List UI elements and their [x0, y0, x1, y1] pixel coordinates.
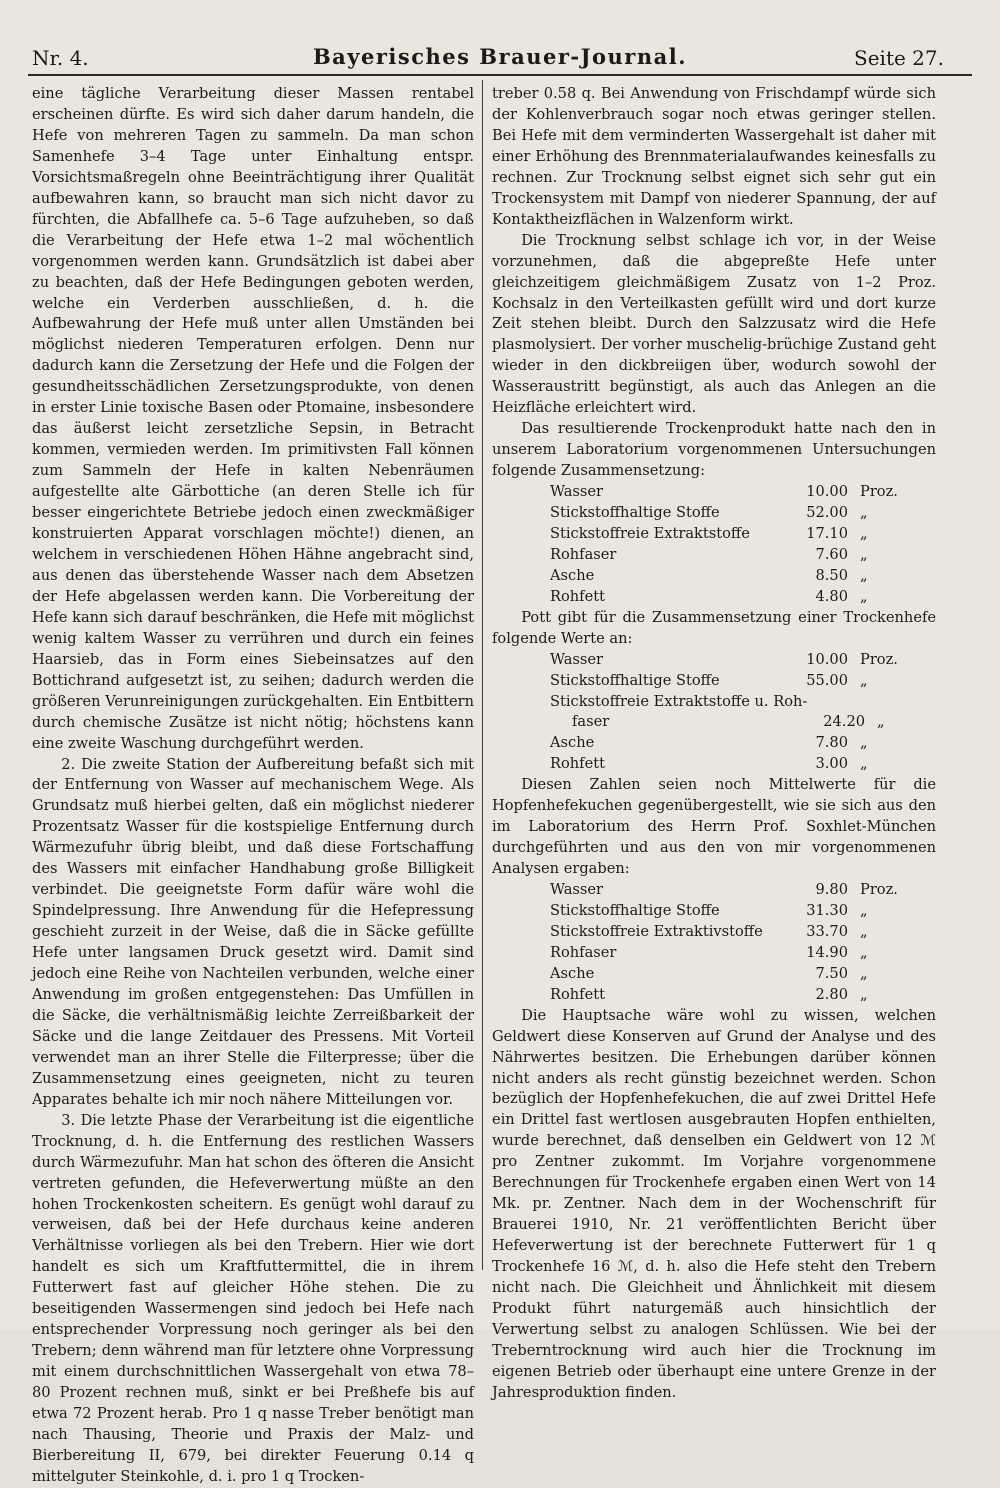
- component-label: Rohfaser: [550, 545, 617, 563]
- component-unit: „: [860, 985, 868, 1003]
- component-value: 52.00: [806, 504, 848, 522]
- left-column: [32, 84, 474, 1488]
- table-row: [492, 566, 936, 587]
- component-label: Wasser: [550, 881, 604, 899]
- component-value: 55.00: [806, 671, 848, 689]
- table-row: [492, 482, 936, 503]
- table-row: [492, 671, 936, 692]
- component-label: Stickstoffhaltige Stoffe: [550, 504, 720, 522]
- component-unit: „: [860, 734, 868, 752]
- issue-number: Nr. 4.: [32, 46, 89, 70]
- component-value: 2.80: [815, 985, 848, 1003]
- table-row: [492, 503, 936, 524]
- component-value: 17.10: [806, 524, 848, 542]
- component-unit: „: [860, 524, 868, 542]
- component-label: Rohfett: [550, 587, 605, 605]
- paragraph: Die Hauptsache wäre wohl zu wissen, welchen Geldwert diese Konserven auf Grund der Analyse und des Nährwertes besitzen. Die Erhebungen darüber können nicht anders als recht günstig bezeichnet werden. Schon bezüglich der Hopfenhefekuchen, die auf zwei Drittel Hefe ein Drittel fast wertlosen ausgebrauten Hopfen enthielten, wurde berechnet, daß denselben ein Geldwert von 12 ℳ pro Zentner zukommt. Im Vorjahre vorgenommene Berechnungen für Trockenhefe ergaben einen Wert von 14 Mk. pr. Zentner. Nach dem in der Wochenschrift für Brauerei 1910, Nr. 21 veröffentlichten Bericht über Hefeverwertung ist der berechnete Futterwert für 1 q Trockenhefe 16 ℳ, d. h. also die Hefe steht den Trebern nicht nach. Die Gleichheit und Ähnlichkeit mit diesem Produkt führt naturgemäß auch hinsichtlich der Verwertung selbst zu analogen Schlüssen. Wie bei der Treberntrocknung wird auch hier die Trocknung im eigenen Betrieb oder überhaupt eine untere Grenze in der Jahresproduktion finden.: [492, 1006, 936, 1401]
- page-header: [28, 44, 972, 76]
- column-divider: [482, 80, 483, 1270]
- component-unit: „: [877, 713, 885, 731]
- component-value: 7.60: [815, 545, 848, 563]
- paragraph: treber 0.58 q. Bei Anwendung von Frischdampf würde sich der Kohlenverbrauch sogar noch etwas geringer stellen. Bei Hefe mit dem verminderten Wassergehalt ist daher mit einer Erhöhung des Brennmaterialaufwandes keinesfalls zu rechnen. Zur Trocknung selbst eignet sich sehr gut ein Trockensystem mit Dampf von niederer Spannung, der auf Kontaktheizflächen in Walzenform wirkt.: [492, 85, 936, 228]
- component-value: [788, 692, 848, 713]
- table-row: [492, 880, 936, 901]
- paragraph: Das resultierende Trockenprodukt hatte nach den in unserem Laboratorium vorgenommenen Untersuchungen folgende Zusammensetzung:: [492, 420, 936, 480]
- component-label: Rohfett: [550, 755, 605, 773]
- component-value: 10.00: [806, 483, 848, 501]
- paragraph: eine tägliche Verarbeitung dieser Massen rentabel erscheinen dürfte. Es wird sich daher darum handeln, die Hefe von mehreren Tagen zu sammeln. Da man schon Samenhefe 3–4 Tage unter Einhaltung entspr. Vorsichtsmaßregeln ohne Beeinträchtigung ihrer Qualität aufbewahren kann, so braucht man sich nicht davor zu fürchten, die Abfallhefe ca. 5–6 Tage aufzuheben, so daß die Verarbeitung der Hefe etwa 1–2 mal wöchentlich vorgenommen werden kann. Grundsätzlich ist dabei aber zu beachten, daß der Hefe Bedingungen geboten werden, welche ein Verderben ausschließen, d. h. die Aufbewahrung der Hefe muß unter allen Umständen bei möglichst niederen Temperaturen erfolgen. Denn nur dadurch kann die Zersetzung der Hefe und die Folgen der gesundheitsschädlichen Zersetzungsprodukte, von denen in erster Linie toxische Basen oder Ptomaine, insbesondere das äußerst leicht zersetzliche Sepsin, in Betracht kommen, vermieden werden. Im primitivsten Fall können zum Sammeln der Hefe in kalten Nebenräumen aufgestellte alte Gärbottiche (an deren Stelle ich für besser eingerichtete Betriebe jedoch einen zweckmäßiger konstruierten Apparat vorschlagen möchte!) dienen, an welchem in verschiedenen Höhen Hähne angebracht sind, aus denen das überstehende Wasser nach dem Absetzen der Hefe abgelassen werden kann. Die Vorbereitung der Hefe kann sich darauf beschränken, die Hefe mit möglichst wenig kaltem Wasser zu verrühren und durch ein feines Haarsieb, das in Form eines Siebeinsatzes auf den Bottichrand aufgesetzt ist, zu seihen; dadurch werden die größeren Verunreinigungen zurückgehalten. Ein Entbittern durch chemische Zusätze ist nicht nötig; höchstens kann eine zweite Waschung durchgeführt werden.: [32, 85, 474, 752]
- component-value: 9.80: [815, 881, 848, 899]
- component-value: 31.30: [806, 901, 848, 919]
- table-row: [492, 985, 936, 1006]
- component-unit: „: [860, 755, 868, 773]
- component-unit: „: [860, 566, 868, 584]
- composition-table-1: [492, 482, 936, 608]
- paragraph: 3. Die letzte Phase der Verarbeitung ist die eigentliche Trocknung, d. h. die Entfernung des restlichen Wassers durch Wärmezufuhr. Man hat schon des öfteren die Ansicht vertreten gefunden, die Hefeverwertung müßte an den hohen Trockenkosten scheitern. Es genügt wohl darauf zu verweisen, daß bei der Hefe durchaus keine anderen Verhältnisse vorliegen als bei den Trebern. Hier wie dort handelt es sich um Kraftfuttermittel, die in ihrem Futterwert fast auf gleicher Höhe stehen. Die zu beseitigenden Wassermengen sind jedoch bei Hefe nach entsprechender Vorpressung noch geringer als bei den Trebern; denn während man für letztere ohne Vorpressung mit einem durchschnittlichen Wassergehalt von etwa 78–80 Prozent rechnen muß, sinkt er bei Preßhefe bis auf etwa 72 Prozent herab. Pro 1 q nasse Treber benötigt man nach Thausing, Theorie und Praxis der Malz- und Bierbereitung II, 679, bei direkter Feuerung 0.14 q mittelguter Steinkohle, d. i. pro 1 q Trocken-: [32, 1111, 474, 1485]
- table-row: [492, 964, 936, 985]
- component-unit: Proz.: [860, 483, 898, 501]
- composition-table-3: [492, 880, 936, 1006]
- component-unit: Proz.: [860, 650, 898, 668]
- component-label: Stickstoffreie Extraktstoffe: [550, 524, 750, 542]
- component-label: Asche: [550, 566, 595, 584]
- component-unit: „: [860, 545, 868, 563]
- component-value: 7.50: [815, 964, 848, 982]
- component-label: faser: [572, 713, 610, 731]
- paragraph: Diesen Zahlen seien noch Mittelwerte für die Hopfenhefekuchen gegenübergestellt, wie sie sich aus den im Laboratorium des Herrn Prof. Soxhlet-München durchgeführten und aus den von mir vorgenommenen Analysen ergaben:: [492, 776, 936, 878]
- component-unit: „: [860, 901, 868, 919]
- component-value: 10.00: [806, 650, 848, 668]
- component-label: Wasser: [550, 483, 604, 501]
- component-unit: „: [860, 671, 868, 689]
- table-row: [492, 943, 936, 964]
- right-column: [492, 84, 936, 1404]
- component-label: Wasser: [550, 650, 604, 668]
- component-unit: Proz.: [860, 881, 898, 899]
- paragraph: Pott gibt für die Zusammensetzung einer Trockenhefe folgende Werte an:: [492, 608, 936, 647]
- component-label: Asche: [550, 964, 595, 982]
- table-row: [492, 901, 936, 922]
- table-row: [492, 545, 936, 566]
- component-value: 8.50: [815, 566, 848, 584]
- component-label: Stickstoffhaltige Stoffe: [550, 671, 720, 689]
- component-label: Rohfett: [550, 985, 605, 1003]
- component-label: Asche: [550, 734, 595, 752]
- component-unit: „: [860, 504, 868, 522]
- component-unit: „: [860, 587, 868, 605]
- journal-title: Bayerisches Brauer-Journal.: [312, 44, 688, 69]
- table-row: [492, 922, 936, 943]
- component-label: Stickstoffreie Extraktstoffe u. Roh-: [550, 692, 808, 710]
- component-label: Stickstoffreie Extraktivstoffe: [550, 922, 763, 940]
- component-value: 7.80: [815, 734, 848, 752]
- paragraph: 2. Die zweite Station der Aufbereitung befaßt sich mit der Entfernung von Wasser auf mechanischem Wege. Als Grundsatz muß hierbei gelten, daß ein möglichst niederer Prozentsatz Wasser für die kostspielige Entfernung durch Wärmezufuhr übrig bleibt, und daß diese Fortschaffung des Wassers mit einfacher Handhabung große Billigkeit verbindet. Die geeignetste Form dafür wäre wohl die Spindelpressung. Ihre Anwendung für die Hefepressung geschieht zurzeit in der Weise, daß die in Säcke gefüllte Hefe unter langsamen Druck gesetzt wird. Damit sind jedoch eine Reihe von Nachteilen verbunden, welche einer Anwendung im großen entgegenstehen: Das Umfüllen in die Säcke, die verhältnismäßig leichte Zerreißbarkeit der Säcke und die lange Zeitdauer des Pressens. Mit Vorteil verwendet man an ihrer Stelle die Filterpresse; über die Zusammensetzung eines geeigneten, nicht zu teuren Apparates behalte ich mir noch nähere Mitteilungen vor.: [32, 755, 474, 1108]
- component-unit: „: [860, 964, 868, 982]
- component-unit: „: [860, 943, 868, 961]
- component-value: 3.00: [815, 755, 848, 773]
- component-label: Rohfaser: [550, 943, 617, 961]
- component-unit: [848, 692, 920, 713]
- table-row: [492, 733, 936, 754]
- table-row: [492, 650, 936, 671]
- component-value: 4.80: [815, 587, 848, 605]
- table-row: [492, 524, 936, 545]
- component-value: 24.20: [823, 713, 866, 731]
- composition-table-2: [492, 650, 936, 776]
- component-value: 14.90: [806, 943, 848, 961]
- paragraph: Die Trocknung selbst schlage ich vor, in der Weise vorzunehmen, daß die abgepreßte Hefe unter gleichzeitigem gleichmäßigem Zusatz von 1–2 Proz. Kochsalz in den Verteilkasten gefüllt wird und dort kurze Zeit stehen bleibt. Durch den Salzzusatz wird die Hefe plasmolysiert. Der vorher muschelig-brüchige Zustand geht wieder in den dickbreiigen über, wodurch sowohl der Wasseraustritt begünstigt, als auch das Anlegen an die Heizfläche erleichtert wird.: [492, 231, 936, 417]
- table-row: [492, 754, 936, 775]
- page-number: Seite 27.: [854, 46, 944, 70]
- component-label: Stickstoffhaltige Stoffe: [550, 901, 720, 919]
- component-value: 33.70: [806, 922, 848, 940]
- table-row: [492, 712, 936, 733]
- table-row: [492, 692, 936, 713]
- table-row: [492, 587, 936, 608]
- component-unit: „: [860, 922, 868, 940]
